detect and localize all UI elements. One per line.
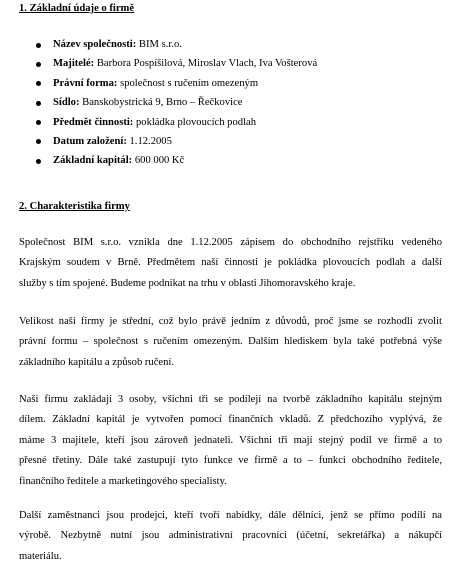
item-label: Předmět činnosti: <box>53 116 134 128</box>
item-label: Majitelé: <box>53 58 95 70</box>
paragraph-founding <box>19 233 442 294</box>
list-item <box>36 57 317 76</box>
item-label: Základní kapitál: <box>53 155 133 167</box>
paragraph-line: Velikost naší firmy je střední, což bylo právě jedním z důvodů, proč jsme se rozhodli zvolit <box>19 316 442 327</box>
item-value: Barbora Pospíšilová, Miroslav Vlach, Iva Vošterová <box>94 58 318 70</box>
list-item <box>36 116 317 135</box>
bullet-icon <box>36 43 41 48</box>
paragraph-line: výrobě. Nezbytně nutní jsou administrativní pracovníci (účetní, sekretářka) a nákupčí <box>19 530 442 542</box>
paragraph-line: služby s tím spojené. Budeme podnikat na trhu v oblasti Jihomoravského kraje. <box>19 277 356 289</box>
paragraph-line: finančního ředitele a marketingového specialisty. <box>19 475 227 487</box>
list-item <box>36 135 317 154</box>
list-item <box>36 96 317 115</box>
bullet-icon <box>36 81 41 86</box>
item-value: Banskobystrická 9, Brno – Řečkovice <box>79 97 243 109</box>
item-label: Název společnosti: <box>53 39 137 50</box>
paragraph-employees <box>19 506 442 567</box>
paragraph-owners <box>19 390 442 492</box>
paragraph-legal-form <box>19 312 442 373</box>
section-heading-characteristics: 2. Charakteristika firmy <box>19 201 130 212</box>
bullet-icon <box>36 120 41 125</box>
paragraph-line: Krajským soudem v Brně. Předmětem naší činnosti je pokládka plovoucích podlah a další <box>19 257 442 269</box>
paragraph-line: materiálu. <box>19 550 62 562</box>
item-value: společnost s ručením omezeným <box>117 77 259 89</box>
item-value: 600 000 Kč <box>132 155 185 167</box>
item-label: Sídlo: <box>53 97 80 109</box>
item-value: pokládka plovoucích podlah <box>133 116 257 128</box>
item-value: 1.12.2005 <box>126 135 172 147</box>
item-label: Datum založení: <box>53 135 127 147</box>
bullet-icon <box>36 139 41 144</box>
item-value: BIM s.r.o. <box>136 39 182 50</box>
paragraph-line: Společnost BIM s.r.o. vznikla dne 1.12.2005 zápisem do obchodního rejstříku vedeného <box>19 237 442 248</box>
list-item <box>36 38 317 57</box>
list-item <box>36 77 317 96</box>
bullet-icon <box>36 101 41 106</box>
paragraph-line: máme 3 majitele, kteří jsou zároveň jednateli. Všichni tři mají stejný podíl ve firmě a to <box>19 434 442 446</box>
list-item <box>36 154 317 173</box>
section-heading-basic-info: 1. Základní údaje o firmě <box>19 3 135 14</box>
item-label: Právní forma: <box>53 77 118 89</box>
paragraph-line: dílem. Základní kapitál je vytvořen pomocí finančních vkladů. Z předchozího vyplývá, že <box>19 414 442 426</box>
paragraph-line: přesné třetiny. Dále také zastupují tyto funkce ve firmě a to – funkci obchodního ředitele, <box>19 455 442 467</box>
paragraph-line: právní formu – společnost s ručením omezeným. Dalším hlediskem byla také potřebná výše <box>19 336 442 348</box>
bullet-icon <box>36 159 41 164</box>
bullet-icon <box>36 62 41 67</box>
company-info-list <box>36 38 317 174</box>
paragraph-line: základního kapitálu a způsob ručení. <box>19 356 175 368</box>
paragraph-line: Další zaměstnanci jsou prodejci, kteří tvoří nabídky, dále dělníci, jenž se přímo podílí na <box>19 510 442 521</box>
paragraph-line: Naši firmu zakládají 3 osoby, všichni tři se podílejí na tvorbě základního kapitálu stejným <box>19 394 442 405</box>
